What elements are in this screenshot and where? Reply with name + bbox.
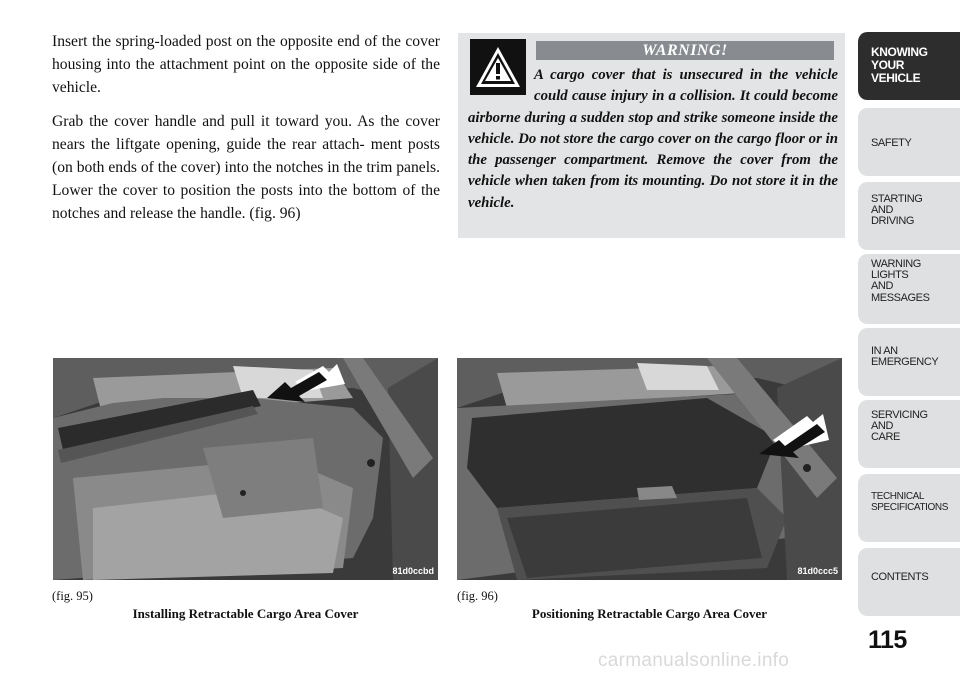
figure-95-caption: Installing Retractable Cargo Area Cover [132,606,359,621]
body-paragraph-2: Grab the cover handle and pull it toward you. As the cover nears the liftgate opening, guide the rear attach- ment posts (on both ends of the cover) into the notches in the trim panels. Lower the cover to position the posts into the bottom of the notches and release the handle. (fig. 96) [52,113,440,222]
warning-text: A cargo cover that is unsecured in the vehicle could cause injury in a collision. It could become airborne during a sudden stop and strike someone inside the vehicle. Do not store the cargo cover on the cargo floor or in the passenger compartment. Remove the cover from the vehicle when taken from its mounting. Do not store it in the vehicle. [468,67,838,211]
figure-95-code: 81d0ccbd [392,566,434,576]
tab-label: KNOWING YOUR VEHICLE [871,45,928,85]
tab-safety[interactable] [857,108,960,176]
tab-label: TECHNICAL SPECIFICATIONS [871,491,949,514]
figure-96-image [457,358,842,580]
tab-label: WARNING LIGHTS AND MESSAGES [871,258,930,304]
page-number: 115 [868,626,907,654]
figure-96-label: (fig. 96) [457,589,498,603]
tab-knowing-your-vehicle[interactable] [857,32,960,100]
body-paragraph-1: Insert the spring-loaded post on the opposite end of the cover housing into the attachment point on the opposite side of the vehicle. [52,33,440,96]
tab-label: CONTENTS [871,571,929,583]
tab-label: IN AN EMERGENCY [871,345,939,369]
figure-96-code: 81d0ccc5 [797,566,838,576]
chapter-sidebar [857,0,960,678]
watermark: carmanualsonline.info [598,650,790,671]
tab-technical-specifications[interactable] [857,474,960,542]
body-text-column [52,30,440,236]
tab-label: SERVICING AND CARE [871,409,928,444]
tab-label: STARTING AND DRIVING [871,193,923,228]
tab-contents[interactable] [857,548,960,616]
tab-starting-and-driving[interactable] [857,182,960,250]
warning-text-block [468,65,838,214]
figure-96-caption: Positioning Retractable Cargo Area Cover [531,606,768,621]
figure-95-label: (fig. 95) [52,589,93,603]
tab-label: SAFETY [871,137,912,149]
figure-95-image [53,358,438,580]
tab-in-an-emergency[interactable] [857,328,960,396]
warning-box [458,33,845,238]
warning-title: WARNING! [536,41,834,60]
tab-servicing-and-care[interactable] [857,400,960,468]
tab-warning-lights-and-messages[interactable] [857,254,960,324]
